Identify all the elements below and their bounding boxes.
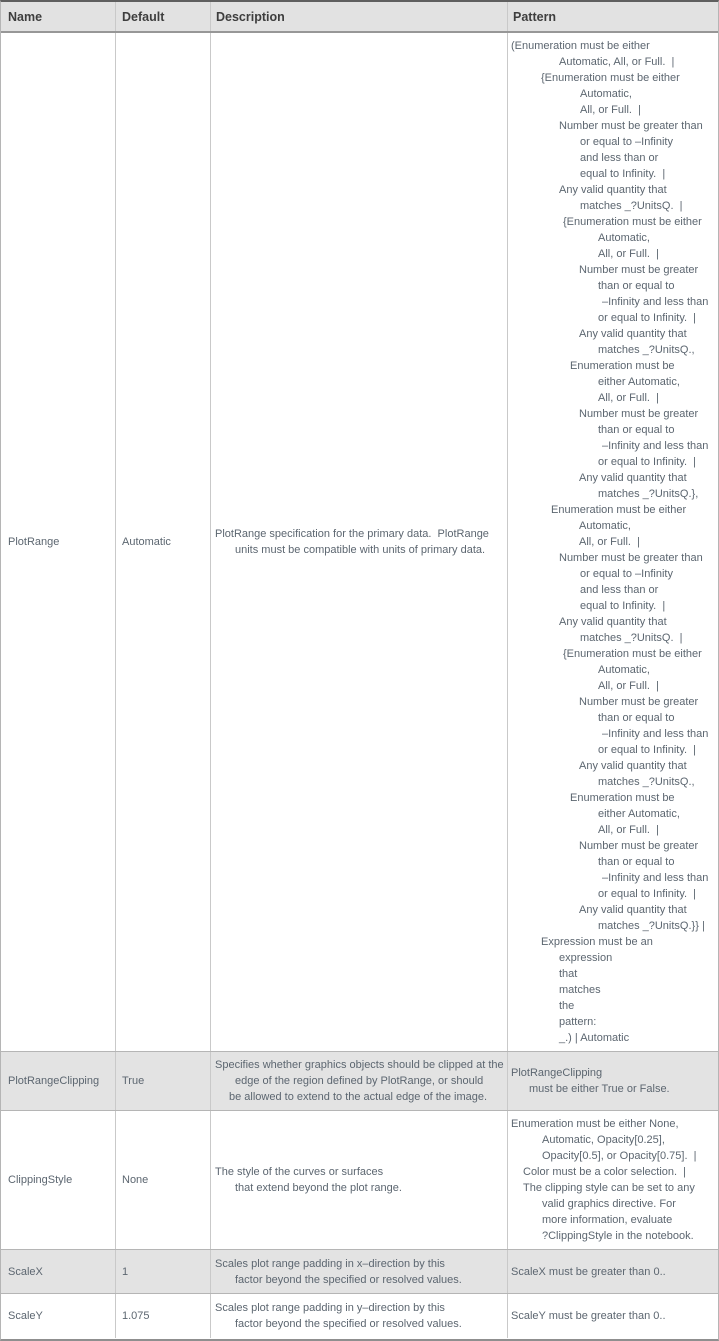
pattern-line: that <box>559 968 578 980</box>
pattern-line: Automatic, All, or Full. | <box>559 56 675 68</box>
pattern-line: Automatic, <box>598 664 650 676</box>
description-line: factor beyond the specified or resolved values. <box>235 1273 462 1286</box>
description-line: Specifies whether graphics objects should be clipped at the <box>215 1059 504 1071</box>
description-line: PlotRange specification for the primary data. PlotRange <box>215 528 489 540</box>
option-pattern-cell <box>508 1052 718 1110</box>
pattern-line: the <box>559 1000 575 1012</box>
pattern-line: All, or Full. | <box>598 824 659 836</box>
pattern-line: matches _?UnitsQ. | <box>580 200 683 212</box>
option-description-cell <box>211 33 508 1051</box>
pattern-line: than or equal to <box>598 856 675 868</box>
pattern-line: and less than or <box>580 152 659 164</box>
description-line: edge of the region defined by PlotRange, or should <box>235 1075 484 1087</box>
table-row <box>1 1250 718 1294</box>
pattern-line: either Automatic, <box>598 376 680 388</box>
pattern-line: more information, evaluate <box>542 1214 673 1226</box>
option-pattern-cell <box>508 1294 718 1338</box>
pattern-line: ?ClippingStyle in the notebook. <box>542 1230 694 1242</box>
option-description-cell <box>211 1052 508 1110</box>
pattern-line: matches _?UnitsQ., <box>598 776 695 788</box>
pattern-line: Any valid quantity that <box>579 904 687 916</box>
pattern-line: All, or Full. | <box>580 104 641 116</box>
pattern-line: Any valid quantity that <box>559 184 667 196</box>
column-header-description: Description <box>211 2 508 31</box>
pattern-line: ScaleY must be greater than 0.. <box>511 1310 666 1322</box>
pattern-line: Automatic, <box>598 232 650 244</box>
pattern-line: –Infinity and less than <box>602 296 709 308</box>
pattern-line: {Enumeration must be either <box>541 72 680 84</box>
table-header-row <box>1 2 718 33</box>
column-header-default: Default <box>116 2 211 31</box>
pattern-line: or equal to Infinity. | <box>598 888 697 900</box>
option-description-cell <box>211 1294 508 1338</box>
option-pattern-cell <box>508 1111 718 1249</box>
pattern-line: The clipping style can be set to any <box>523 1182 695 1194</box>
pattern-line: or equal to –Infinity <box>580 136 673 148</box>
pattern-line: and less than or <box>580 584 659 596</box>
option-default-cell: True <box>116 1052 211 1110</box>
pattern-line: expression <box>559 952 613 964</box>
table-row <box>1 1294 718 1338</box>
pattern-line: Any valid quantity that <box>579 472 687 484</box>
pattern-line: than or equal to <box>598 280 675 292</box>
pattern-line: matches _?UnitsQ. | <box>580 632 683 644</box>
pattern-line: Automatic, <box>579 520 631 532</box>
pattern-line: or equal to Infinity. | <box>598 312 697 324</box>
pattern-line: {Enumeration must be either <box>563 216 702 228</box>
pattern-line: –Infinity and less than <box>602 728 709 740</box>
column-header-name: Name <box>1 2 116 31</box>
pattern-line: All, or Full. | <box>579 536 640 548</box>
description-line: units must be compatible with units of primary data. <box>235 544 486 556</box>
pattern-line: All, or Full. | <box>598 248 659 260</box>
pattern-line: (Enumeration must be either <box>511 40 650 52</box>
pattern-line: must be either True or False. <box>529 1083 670 1095</box>
pattern-line: ScaleX must be greater than 0.. <box>511 1265 666 1278</box>
pattern-line: Number must be greater <box>579 264 699 276</box>
option-description-cell <box>211 1111 508 1249</box>
pattern-line: pattern: <box>559 1016 597 1028</box>
option-default-cell: None <box>116 1111 211 1249</box>
option-name-cell: PlotRangeClipping <box>1 1052 116 1110</box>
option-default-cell: 1 <box>116 1250 211 1293</box>
pattern-line: Expression must be an <box>541 936 653 948</box>
pattern-line: Color must be a color selection. | <box>523 1166 687 1178</box>
column-header-pattern: Pattern <box>513 9 557 24</box>
option-name-cell: ScaleY <box>1 1294 116 1338</box>
pattern-line: matches <box>559 984 601 996</box>
pattern-line: either Automatic, <box>598 808 680 820</box>
pattern-line: Any valid quantity that <box>579 328 687 340</box>
pattern-line: {Enumeration must be either <box>563 648 702 660</box>
pattern-line: Any valid quantity that <box>559 616 667 628</box>
pattern-line: or equal to Infinity. | <box>598 456 697 468</box>
pattern-line: Enumeration must be <box>570 792 675 804</box>
option-name-cell: ClippingStyle <box>1 1111 116 1249</box>
pattern-line: –Infinity and less than <box>602 872 709 884</box>
option-description-cell <box>211 1250 508 1293</box>
option-name-cell: ScaleX <box>1 1250 116 1293</box>
pattern-line: Enumeration must be either <box>551 504 687 516</box>
description-line: The style of the curves or surfaces <box>215 1166 384 1178</box>
option-default-cell: Automatic <box>116 33 211 1051</box>
pattern-line: Number must be greater <box>579 408 699 420</box>
pattern-line: equal to Infinity. | <box>580 600 666 612</box>
pattern-line: _.) | Automatic <box>559 1032 630 1044</box>
description-line: Scales plot range padding in y–direction by this <box>215 1302 445 1314</box>
pattern-line: Number must be greater <box>579 696 699 708</box>
table-row <box>1 1111 718 1250</box>
table-row <box>1 1052 718 1111</box>
option-default-cell: 1.075 <box>116 1294 211 1338</box>
pattern-line: matches _?UnitsQ., <box>598 344 695 356</box>
pattern-line: equal to Infinity. | <box>580 168 666 180</box>
pattern-line: or equal to –Infinity <box>580 568 673 580</box>
pattern-line: Number must be greater than <box>559 120 703 132</box>
pattern-line: Opacity[0.5], or Opacity[0.75]. | <box>542 1150 697 1162</box>
pattern-line: matches _?UnitsQ.}, <box>598 488 699 500</box>
description-line: factor beyond the specified or resolved values. <box>235 1318 462 1330</box>
pattern-line: Number must be greater <box>579 840 699 852</box>
option-pattern-cell <box>508 33 718 1051</box>
pattern-line: matches _?UnitsQ.}} | <box>598 920 705 932</box>
pattern-line: Automatic, <box>580 88 632 100</box>
pattern-line: Number must be greater than <box>559 552 703 564</box>
option-pattern-cell <box>508 1250 718 1293</box>
option-name-cell: PlotRange <box>1 33 116 1051</box>
pattern-line: –Infinity and less than <box>602 440 709 452</box>
pattern-line: Enumeration must be <box>570 360 675 372</box>
pattern-line: Any valid quantity that <box>579 760 687 772</box>
pattern-line: Automatic, Opacity[0.25], <box>542 1134 665 1146</box>
pattern-line: valid graphics directive. For <box>542 1198 676 1210</box>
pattern-line: than or equal to <box>598 712 675 724</box>
pattern-line: All, or Full. | <box>598 392 659 404</box>
description-line: Scales plot range padding in x–direction by this <box>215 1257 445 1270</box>
table-body <box>1 33 718 1338</box>
description-line: that extend beyond the plot range. <box>235 1182 402 1194</box>
description-line: be allowed to extend to the actual edge of the image. <box>229 1091 488 1103</box>
pattern-line: Enumeration must be either None, <box>511 1118 679 1130</box>
pattern-line: or equal to Infinity. | <box>598 744 697 756</box>
pattern-line: All, or Full. | <box>598 680 659 692</box>
pattern-line: than or equal to <box>598 424 675 436</box>
pattern-line: PlotRangeClipping <box>511 1067 603 1079</box>
table-row <box>1 33 718 1052</box>
